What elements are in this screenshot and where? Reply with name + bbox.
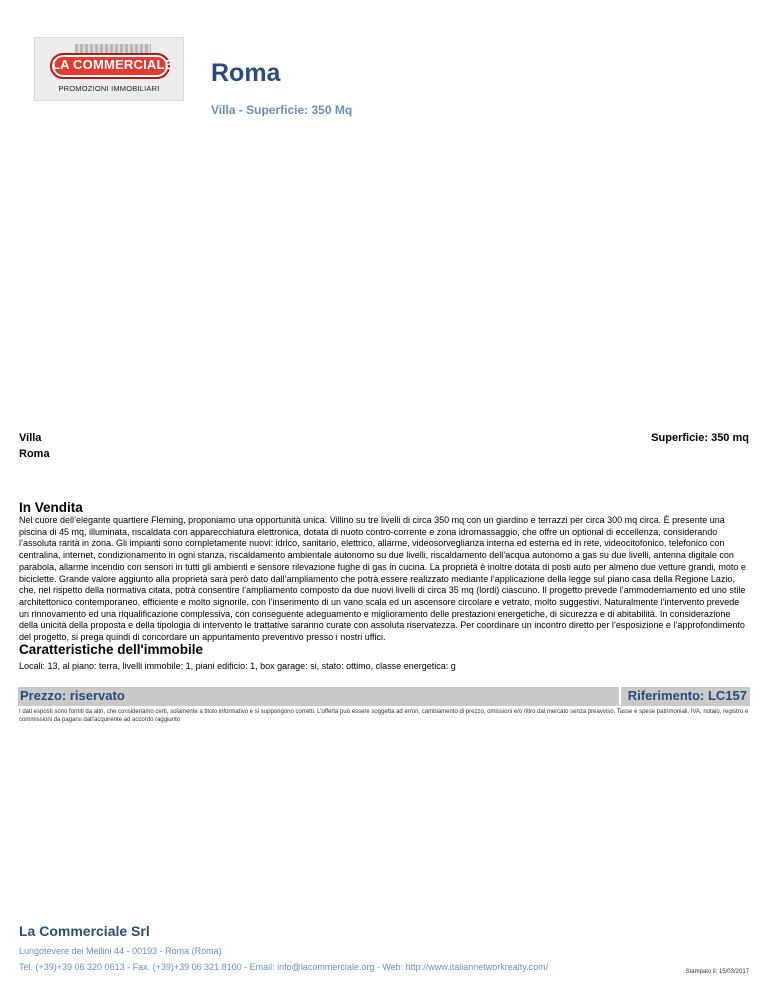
print-date: Stampato il: 15/03/2017	[685, 969, 749, 975]
features-list: Locali: 13, al piano: terra, livelli immobile: 1, piani edificio: 1, box garage: si, stato: ottimo, classe energetica: g	[19, 661, 456, 671]
reference-code: Riferimento: LC157	[627, 688, 747, 703]
company-name: La Commerciale Srl	[19, 923, 150, 939]
property-surface: Superficie: 350 mq	[651, 432, 749, 444]
price-bar	[18, 687, 750, 706]
sale-heading: In Vendita	[19, 500, 83, 515]
logo-name: LA COMMERCIALE	[52, 57, 174, 72]
logo-tagline: PROMOZIONI IMMOBILIARI	[58, 84, 160, 93]
logo-badge	[50, 53, 174, 79]
features-heading: Caratteristiche dell'immobile	[19, 642, 204, 657]
property-description: Nel cuore dell’elegante quartiere Fleming, proponiamo una opportunità unica. Villino su tre livelli di circa 350 mq con un giardino e terrazzi per circa 300 mq circa. È presente una piscina di 45 mq, illuminata, riscaldata con apparecchiatura elettronica, dotata di nuoto contro-corrente e zona idromassaggio, che offre un optional di eccellenza, considerando l’assoluta rarità in zona. Gli impianti sono completamente nuovi: idrico, sanitario, elettrico, allarme, videosorveglianza interna ed esterna ed in rete, videocitofonico, telefonico con centralina, internet, condizionamento in ogni stanza, riscaldamento ambientale autonomo su due livelli, riscaldamento dell’acqua autonomo a gas su due livelli, antenna digitale con parabola, allarme incendio con sensori in tutti gli ambienti e sensore rilevazione fughe di gas in cucina. La proprietà è inoltre dotata di posti auto per almeno due vetture grandi, moto e biciclette. Grande valore aggiunto alla proprietà sarà però dato dall’ampliamento che potrà essere realizzato mediante l’applicazione della legge sul piano casa della Regione Lazio, che, nel rispetto della normativa citata, potrà consentire l’ampliamento composto da due nuovi livelli di circa 35 mq (lordi) ciascuno. Il progetto prevede l’ammodernamento ed uno stile architettonico contemporaneo, efficiente e molto signorile, con l’inserimento di un vano scala ed un ascensore circolare e vetrato, molto suggestivi. Naturalmente l’intervento prevede un rinnovamento ed una riqualificazione complessiva, con conseguente adeguamento e miglioramento delle prestazioni energetiche, di sicurezza e di abitabilità. In considerazione della unicità della proposta e della tipologia di intervento le trattative saranno curate con assoluta riservatezza. Per coordinare un incontro diretto per l’esposizione e l’approfondimento del progetto, si prega quindi di concordare un appuntamento preventivo presso i nostri uffici.	[19, 515, 746, 643]
page-subtitle: Villa - Superficie: 350 Mq	[211, 103, 353, 117]
disclaimer: I dati esposti sono forniti da altri, che consideriamo certi, solamente a titolo informativo e si suppongono corretti. L’offerta può essere soggetta ad errori, cambiamento di prezzo, omissioni e/o ritiro dal mercato senza preavviso. Tasse e spese patrimoniali, IVA, notaio, registro e commissioni da pagarsi dall’acquirente ad accordo raggiunto	[19, 709, 749, 723]
price-label: Prezzo: riservato	[20, 688, 125, 703]
page-title: Roma	[211, 59, 281, 87]
company-contacts: Tel. (+39)+39 06 320 0613 - Fax. (+39)+39 06 321 8100 - Email: info@lacommerciale.org - Web: http://www.italiannetworkrealty.com/	[19, 962, 549, 972]
company-logo	[34, 37, 184, 101]
property-type: Villa	[19, 432, 42, 444]
property-city: Roma	[19, 448, 50, 460]
price-bar-divider	[619, 687, 621, 706]
company-address: Lungotevere dei Mellini 44 - 00193 - Roma (Roma)	[19, 946, 222, 956]
